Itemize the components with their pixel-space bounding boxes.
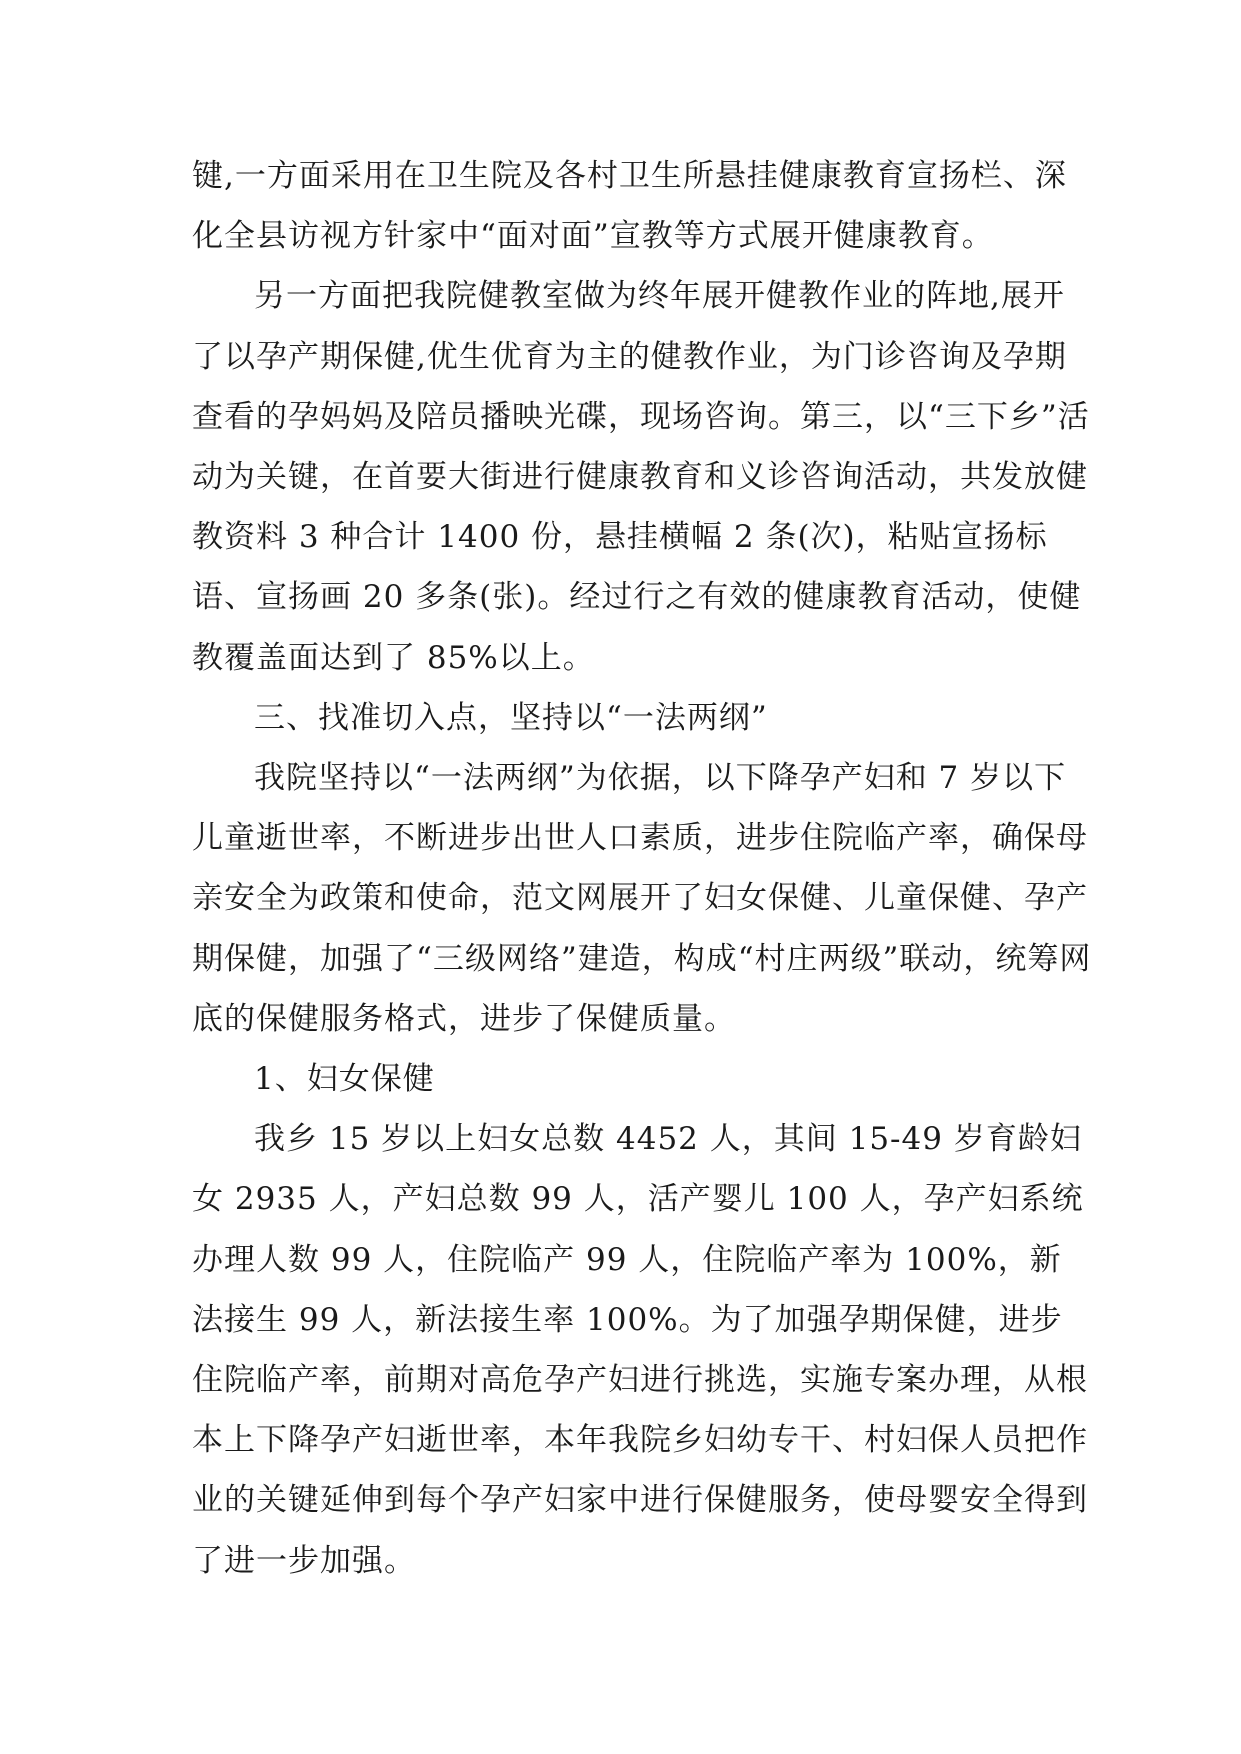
paragraph: 我乡 15 岁以上妇女总数 4452 人，其间 15-49 岁育龄妇女 2935 人，产妇总数 99 人，活产婴儿 100 人，孕产妇系统办理人数 99 人，住院临产 99 人，住院临产率为 100%，新法接生 99 人，新法接生率 100%。为了加强孕期保健，进步住院临产率，前期对高危孕产妇进行挑选，实施专案办理，从根本上下降孕产妇逝世率，本年我院乡妇幼专干、村妇保人员把作业的关键延伸到每个孕产妇家中进行保健服务，使母婴安全得到了进一步加强。 <box>192 1121 1088 1579</box>
paragraph: 键,一方面采用在卫生院及各村卫生所悬挂健康教育宣扬栏、深化全县访视方针家中“面对面”宣教等方式展开健康教育。 <box>192 158 1067 255</box>
subsection-heading: 1、妇女保健 <box>254 1061 435 1098</box>
document-body <box>192 146 1092 1591</box>
paragraph: 我院坚持以“一法两纲”为依据，以下降孕产妇和 7 岁以下儿童逝世率，不断进步出世人口素质，进步住院临产率，确保母亲安全为政策和使命，范文网展开了妇女保健、儿童保健、孕产期保健，加强了“三级网络”建造，构成“村庄两级”联动，统筹网底的保健服务格式，进步了保健质量。 <box>192 760 1092 1037</box>
section-heading: 三、找准切入点，坚持以“一法两纲” <box>254 699 768 736</box>
paragraph: 另一方面把我院健教室做为终年展开健教作业的阵地,展开了以孕产期保健,优生优育为主的健教作业，为门诊咨询及孕期查看的孕妈妈及陪员播映光碟，现场咨询。第三，以“三下乡”活动为关键，在首要大街进行健康教育和义诊咨询活动，共发放健教资料 3 种合计 1400 份，悬挂横幅 2 条(次)，粘贴宣扬标语、宣扬画 20 多条(张)。经过行之有效的健康教育活动，使健教覆盖面达到了 85%以上。 <box>192 278 1090 676</box>
